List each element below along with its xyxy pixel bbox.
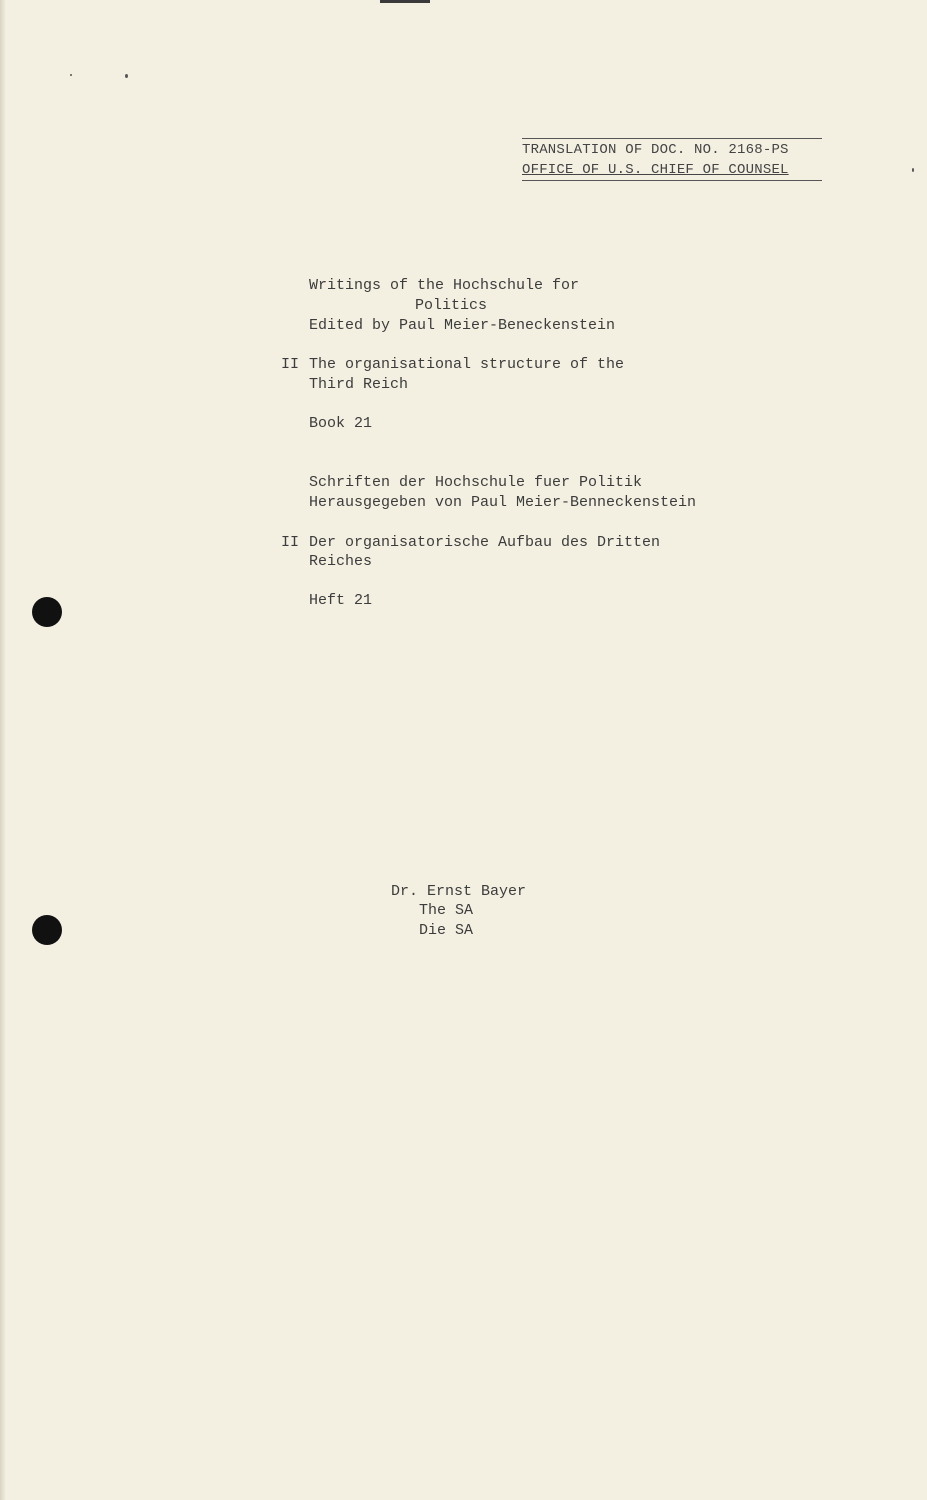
header-office: OFFICE OF U.S. CHIEF OF COUNSEL [522, 162, 789, 178]
english-book-number: Book 21 [309, 415, 373, 432]
english-series-title-line1: Writings of the Hochschule for [309, 277, 580, 294]
top-edge-mark [380, 0, 430, 3]
author-title-english: The SA [419, 902, 474, 919]
german-part-title-line1: Der organisatorische Aufbau des Dritten [309, 534, 661, 551]
german-editor: Herausgegeben von Paul Meier-Benneckenstein [309, 494, 697, 511]
english-part-number: II [281, 356, 300, 373]
punch-hole-lower [32, 915, 62, 945]
author-name: Dr. Ernst Bayer [391, 883, 527, 900]
ink-speck [70, 74, 72, 76]
english-editor: Edited by Paul Meier-Beneckenstein [309, 317, 616, 334]
header-bottom-rule [522, 180, 822, 181]
ink-speck [125, 74, 128, 78]
german-part-title-line2: Reiches [309, 553, 373, 570]
punch-hole-upper [32, 597, 62, 627]
author-title-german: Die SA [419, 922, 474, 939]
english-series-title-line2: Politics [415, 297, 488, 314]
ink-speck [912, 168, 914, 172]
german-part-number: II [281, 534, 300, 551]
german-series-title: Schriften der Hochschule fuer Politik [309, 474, 643, 491]
english-part-title-line1: The organisational structure of the [309, 356, 625, 373]
german-book-number: Heft 21 [309, 592, 373, 609]
page-edge-shadow [0, 0, 6, 1500]
english-part-title-line2: Third Reich [309, 376, 409, 393]
header-top-rule [522, 138, 822, 139]
header-doc-number: TRANSLATION OF DOC. NO. 2168-PS [522, 142, 789, 158]
